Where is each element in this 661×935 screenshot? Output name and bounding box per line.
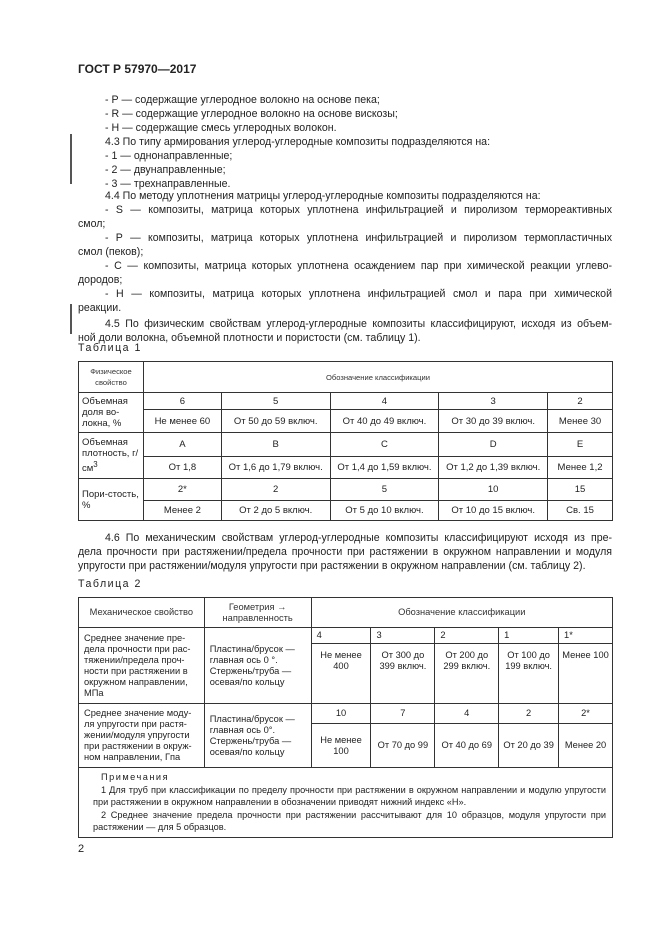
table1-header-property: Физическое свойство — [79, 362, 144, 393]
revision-bar — [70, 134, 72, 184]
paragraph-4-4-item-c: - С — композиты, матрица которых уплотнена осаждением пар при химической реакции углево- — [105, 260, 612, 272]
table-cell: 10 — [311, 704, 371, 724]
table1-row-label: Пори-стость, % — [79, 479, 144, 521]
table-cell: 3 — [371, 628, 435, 644]
revision-bar — [70, 304, 72, 334]
table-cell: 2 — [499, 704, 559, 724]
paragraph-4-3: 4.3 По типу армирования углерод-углеродные композиты подразделяются на: — [105, 136, 491, 148]
table-cell: От 1,2 до 1,39 включ. — [439, 457, 548, 479]
paragraph-4-5: 4.5 По физическим свойствам углерод-углеродные композиты классифицируют, исходя из объем- — [105, 318, 612, 330]
table-cell: Менее 20 — [559, 724, 613, 768]
table-cell: Менее 1,2 — [548, 457, 613, 479]
paragraph-4-4: 4.4 По методу уплотнения матрицы углерод-углеродные композиты подразделяются на: — [105, 190, 541, 202]
note-1: 1 Для труб при классификации по пределу прочности при растяжении в окружном направлении и модулю упругости при растяжении в окружном направлении в обозначении приводят нижний индекс «Н». — [93, 784, 606, 807]
list-item: - R — содержащие углеродное волокно на основе вискозы; — [105, 108, 398, 120]
table-cell: От 1,8 — [143, 457, 221, 479]
table-cell: B — [221, 433, 330, 457]
table-cell: От 5 до 10 включ. — [330, 501, 439, 521]
table-cell: 2* — [559, 704, 613, 724]
table-cell: 2 — [435, 628, 499, 644]
paragraph-4-4-item-h: - Н — композиты, матрица которых уплотнена инфильтрацией смол и пара при химической — [105, 288, 612, 300]
paragraph-4-4-item-s-cont: смол; — [78, 218, 106, 230]
notes-title: Примечания — [101, 772, 170, 782]
table-cell: D — [439, 433, 548, 457]
table-cell: От 40 до 49 включ. — [330, 410, 439, 433]
list-item: - Р — содержащие углеродное волокно на основе пека; — [105, 94, 380, 106]
table-cell: Не менее 100 — [311, 724, 371, 768]
paragraph-4-4-item-c-cont: дородов; — [78, 274, 123, 286]
paragraph-4-6-cont: дела прочности при растяжении/предела прочности при растяжении в окружном направлении и модуля — [78, 546, 612, 558]
table-cell: 3 — [439, 393, 548, 410]
table1-header-classification: Обозначение классификации — [143, 362, 612, 393]
table2-row-property: Среднее значение моду-ля упругости при растя-жении/модуля упругости при растяжении в окруж-ном направлении, Гпа — [79, 704, 205, 768]
page-number: 2 — [78, 843, 85, 855]
table-cell: 7 — [371, 704, 435, 724]
note-2: 2 Среднее значение предела прочности при растяжении рассчитывают для 10 образцов, модуля упругости при растяжении — для 5 образцов. — [93, 809, 606, 832]
table-cell: 4 — [330, 393, 439, 410]
table-cell: Не менее 60 — [143, 410, 221, 433]
table-1 — [78, 361, 613, 521]
table-cell: От 70 до 99 — [371, 724, 435, 768]
table2-notes — [79, 768, 613, 838]
table-cell: 2* — [143, 479, 221, 501]
table-cell: От 300 до 399 включ. — [371, 644, 435, 704]
table-cell: Менее 2 — [143, 501, 221, 521]
table-cell: Не менее 400 — [311, 644, 371, 704]
table2-row-geometry: Пластина/брусок — главная ось 0°. Стержень/труба — осевая/по кольцу — [204, 704, 311, 768]
table-cell: C — [330, 433, 439, 457]
paragraph-4-4-item-p: - Р — композиты, матрица которых уплотнена инфильтрацией и пиролизом термопластичных — [105, 232, 612, 244]
superscript: 3 — [93, 459, 98, 469]
table1-caption: Таблица 1 — [78, 342, 142, 354]
list-item: - 1 — однонаправленные; — [105, 150, 233, 162]
list-item: - Н — содержащие смесь углеродных волокон. — [105, 122, 337, 134]
list-item: - 3 — трехнаправленные. — [105, 178, 231, 190]
table-cell: 15 — [548, 479, 613, 501]
table1-row-label: Объемная доля во-локна, % — [79, 393, 144, 433]
table-cell: От 100 до 199 включ. — [499, 644, 559, 704]
paragraph-4-6-cont2: упругости при растяжении/модуля упругости при растяжении в окружном направлении (см. таблицу 2). — [78, 560, 586, 572]
table-cell: От 200 до 299 включ. — [435, 644, 499, 704]
table-cell: E — [548, 433, 613, 457]
paragraph-4-4-item-h-cont: реакции. — [78, 302, 122, 314]
table-cell: 2 — [221, 479, 330, 501]
table-cell: 2 — [548, 393, 613, 410]
table-cell: От 10 до 15 включ. — [439, 501, 548, 521]
table-cell: От 50 до 59 включ. — [221, 410, 330, 433]
table-cell: Св. 15 — [548, 501, 613, 521]
table1-row-label-text: Объемная плотность, г/см — [82, 436, 139, 475]
table2-row-property: Среднее значение пре-дела прочности при рас-тяжении/предела проч-ности при растяжении в окружном направлении, МПа — [79, 628, 205, 704]
table2-row-geometry: Пластина/брусок — главная ось 0 °. Стержень/труба — осевая/по кольцу — [204, 628, 311, 704]
table-cell: 5 — [330, 479, 439, 501]
table-cell: От 20 до 39 — [499, 724, 559, 768]
table-cell: 10 — [439, 479, 548, 501]
table-cell: 4 — [435, 704, 499, 724]
table-cell: От 2 до 5 включ. — [221, 501, 330, 521]
table-cell: 5 — [221, 393, 330, 410]
table-cell: 6 — [143, 393, 221, 410]
table-cell: От 40 до 69 — [435, 724, 499, 768]
paragraph-4-5-cont: ной доли волокна, объемной плотности и пористости (см. таблицу 1). — [78, 332, 421, 344]
table-cell: Менее 30 — [548, 410, 613, 433]
paragraph-4-4-item-p-cont: смол (пеков); — [78, 246, 144, 258]
table2-caption: Таблица 2 — [78, 578, 142, 590]
document-header: ГОСТ Р 57970—2017 — [78, 62, 197, 76]
table-cell: От 1,6 до 1,79 включ. — [221, 457, 330, 479]
table-cell: 1 — [499, 628, 559, 644]
table-cell: Менее 100 — [559, 644, 613, 704]
table-cell: A — [143, 433, 221, 457]
table-cell: 1* — [559, 628, 613, 644]
table-cell: 4 — [311, 628, 371, 644]
table-2 — [78, 597, 613, 838]
table2-header-classification: Обозначение классификации — [311, 598, 612, 628]
list-item: - 2 — двунаправленные; — [105, 164, 226, 176]
table2-header-geometry: Геометрия → направленность — [204, 598, 311, 628]
paragraph-4-4-item-s: - S — композиты, матрица которых уплотнена инфильтрацией и пиролизом термореактивных — [105, 204, 612, 216]
table2-header-property: Механическое свойство — [79, 598, 205, 628]
paragraph-4-6: 4.6 По механическим свойствам углерод-углеродные композиты классифицируют исходя из пре- — [105, 532, 612, 544]
table-cell: От 30 до 39 включ. — [439, 410, 548, 433]
table-cell: От 1,4 до 1,59 включ. — [330, 457, 439, 479]
table1-row-label — [79, 433, 144, 479]
